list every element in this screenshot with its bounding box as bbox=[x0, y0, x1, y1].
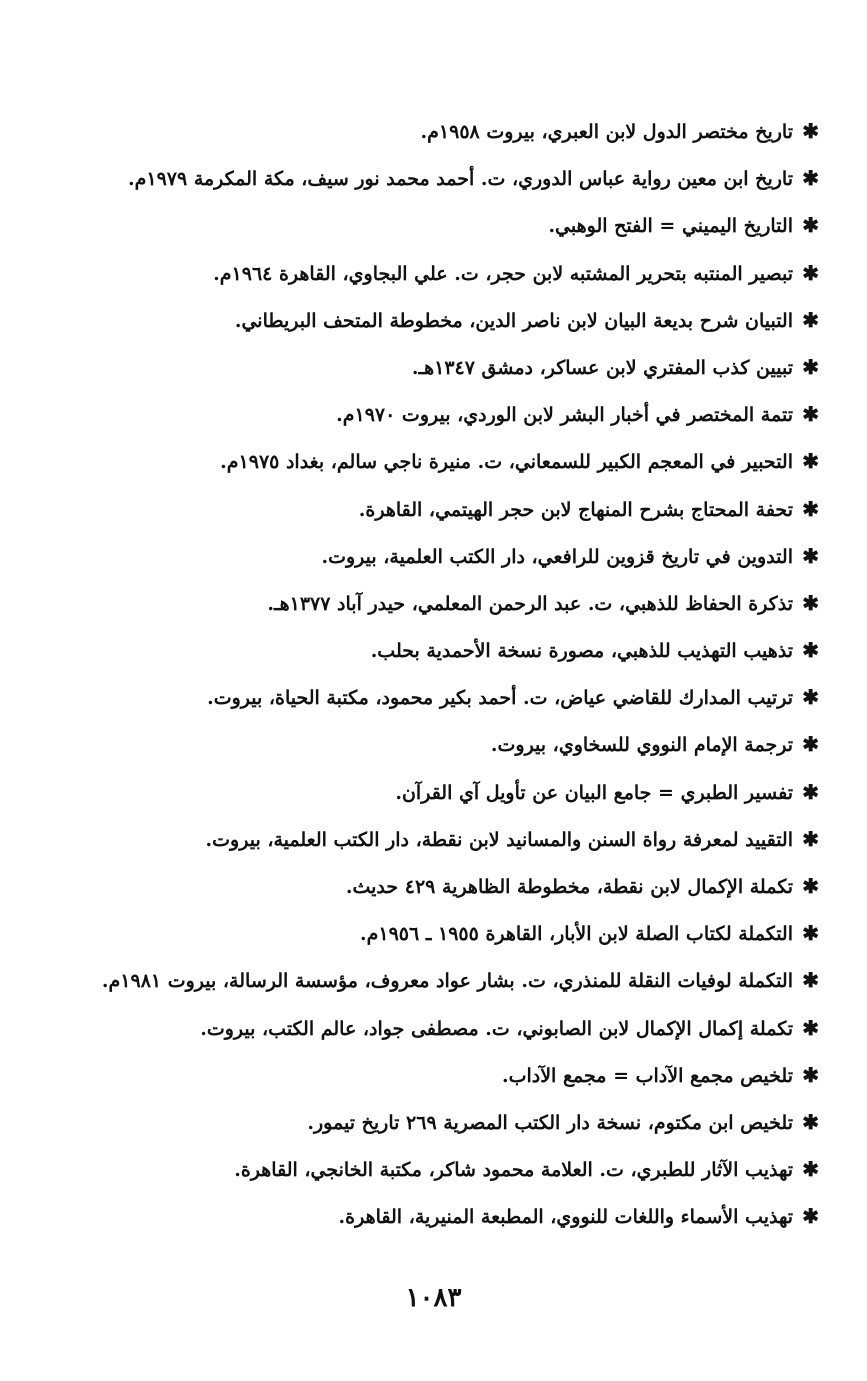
list-item bbox=[39, 1099, 819, 1146]
list-item bbox=[39, 580, 819, 627]
asterisk-bullet-icon: ✱ bbox=[802, 1157, 819, 1182]
list-item bbox=[39, 627, 819, 674]
asterisk-bullet-icon: ✱ bbox=[802, 921, 819, 946]
asterisk-bullet-icon: ✱ bbox=[802, 354, 819, 379]
bibliography-entry: تاريخ مختصر الدول لابن العبري، بيروت ١٩٥٨م. bbox=[420, 121, 793, 143]
list-item bbox=[39, 721, 819, 768]
list-item bbox=[39, 486, 819, 533]
asterisk-bullet-icon: ✱ bbox=[802, 779, 819, 804]
list-item bbox=[39, 910, 819, 957]
asterisk-bullet-icon: ✱ bbox=[802, 1015, 819, 1040]
asterisk-bullet-icon: ✱ bbox=[802, 874, 819, 898]
list-item bbox=[39, 1052, 819, 1099]
list-item bbox=[39, 816, 819, 863]
bibliography-entry: تاريخ ابن معين رواية عباس الدوري، ت. أحمد محمد نور سيف، مكة المكرمة ١٩٧٩م. bbox=[127, 168, 793, 191]
bibliography-entry: تذهيب التهذيب للذهبي، مصورة نسخة الأحمدية بحلب. bbox=[370, 640, 793, 663]
list-item bbox=[39, 108, 819, 155]
asterisk-bullet-icon: ✱ bbox=[802, 496, 819, 521]
bibliography-entry: تهذيب الآثار للطبري، ت. العلامة محمود شاكر، مكتبة الخانجي، القاهرة. bbox=[234, 1159, 793, 1182]
asterisk-bullet-icon: ✱ bbox=[802, 1062, 819, 1087]
bibliography-entry: التكملة لكتاب الصلة لابن الأبار، القاهرة ١٩٥٥ ـ ١٩٥٦م. bbox=[359, 923, 793, 946]
list-item bbox=[39, 250, 819, 297]
asterisk-bullet-icon: ✱ bbox=[802, 260, 819, 285]
list-item bbox=[39, 202, 819, 249]
bibliography-entry: التاريخ اليميني = الفتح الوهبي. bbox=[548, 215, 793, 238]
asterisk-bullet-icon: ✱ bbox=[802, 402, 819, 427]
asterisk-bullet-icon: ✱ bbox=[802, 307, 819, 332]
list-item bbox=[39, 391, 819, 438]
page-number: ١٠٨٣ bbox=[405, 1283, 462, 1313]
list-item bbox=[39, 344, 819, 391]
asterisk-bullet-icon: ✱ bbox=[802, 590, 819, 615]
list-item bbox=[39, 1146, 819, 1193]
asterisk-bullet-icon: ✱ bbox=[802, 638, 819, 663]
bibliography-entry: التحبير في المعجم الكبير للسمعاني، ت. منيرة ناجي سالم، بغداد ١٩٧٥م. bbox=[220, 451, 793, 474]
list-item bbox=[39, 957, 819, 1004]
bibliography-entry: تلخيص ابن مكتوم، نسخة دار الكتب المصرية ٢٦٩ تاريخ تيمور. bbox=[307, 1111, 793, 1134]
bibliography-entry: التدوين في تاريخ قزوين للرافعي، دار الكتب العلمية، بيروت. bbox=[321, 545, 793, 568]
list-item bbox=[39, 155, 819, 202]
asterisk-bullet-icon: ✱ bbox=[802, 213, 819, 238]
list-item bbox=[39, 438, 819, 485]
list-item bbox=[39, 769, 819, 816]
asterisk-bullet-icon: ✱ bbox=[802, 166, 819, 191]
asterisk-bullet-icon: ✱ bbox=[802, 968, 819, 993]
list-item bbox=[39, 533, 819, 580]
list-item bbox=[39, 297, 819, 344]
list-item bbox=[39, 863, 819, 910]
asterisk-bullet-icon: ✱ bbox=[802, 543, 819, 568]
bibliography-entry: التبيان شرح بديعة البيان لابن ناصر الدين، مخطوطة المتحف البريطاني. bbox=[234, 309, 793, 332]
bibliography-entry: تكملة الإكمال لابن نقطة، مخطوطة الظاهرية ٤٢٩ حديث. bbox=[345, 876, 793, 898]
bibliography-entry: تفسير الطبري = جامع البيان عن تأويل آي القرآن. bbox=[395, 781, 793, 804]
asterisk-bullet-icon: ✱ bbox=[802, 732, 819, 757]
list-item bbox=[39, 1005, 819, 1052]
bibliography-list bbox=[39, 108, 819, 1241]
bibliography-entry: تهذيب الأسماء واللغات للنووي، المطبعة المنيرية، القاهرة. bbox=[338, 1206, 793, 1229]
asterisk-bullet-icon: ✱ bbox=[802, 826, 819, 851]
bibliography-entry: تبصير المنتبه بتحرير المشتبه لابن حجر، ت. علي البجاوي، القاهرة ١٩٦٤م. bbox=[213, 262, 793, 285]
asterisk-bullet-icon: ✱ bbox=[802, 1109, 819, 1134]
asterisk-bullet-icon: ✱ bbox=[802, 685, 819, 710]
asterisk-bullet-icon: ✱ bbox=[802, 1204, 819, 1229]
bibliography-entry: تلخيص مجمع الآداب = مجمع الآداب. bbox=[501, 1064, 793, 1087]
bibliography-entry: ترتيب المدارك للقاضي عياض، ت. أحمد بكير محمود، مكتبة الحياة، بيروت. bbox=[207, 687, 793, 710]
bibliography-entry: التقييد لمعرفة رواة السنن والمسانيد لابن نقطة، دار الكتب العلمية، بيروت. bbox=[205, 828, 793, 851]
bibliography-entry: تحفة المحتاج بشرح المنهاج لابن حجر الهيتمي، القاهرة. bbox=[358, 498, 793, 521]
bibliography-entry: تذكرة الحفاظ للذهبي، ت. عبد الرحمن المعلمي، حيدر آباد ١٣٧٧هـ. bbox=[267, 592, 793, 615]
list-item bbox=[39, 1193, 819, 1240]
bibliography-entry: تكملة إكمال الإكمال لابن الصابوني، ت. مصطفى جواد، عالم الكتب، بيروت. bbox=[200, 1017, 793, 1040]
bibliography-entry: تتمة المختصر في أخبار البشر لابن الوردي، بيروت ١٩٧٠م. bbox=[336, 404, 793, 427]
bibliography-entry: تبيين كذب المفتري لابن عساكر، دمشق ١٣٤٧هـ. bbox=[411, 356, 793, 379]
asterisk-bullet-icon: ✱ bbox=[802, 119, 819, 143]
list-item bbox=[39, 674, 819, 721]
bibliography-entry: التكملة لوفيات النقلة للمنذري، ت. بشار عواد معروف، مؤسسة الرسالة، بيروت ١٩٨١م. bbox=[101, 970, 793, 993]
bibliography-entry: ترجمة الإمام النووي للسخاوي، بيروت. bbox=[490, 734, 793, 757]
asterisk-bullet-icon: ✱ bbox=[802, 449, 819, 474]
